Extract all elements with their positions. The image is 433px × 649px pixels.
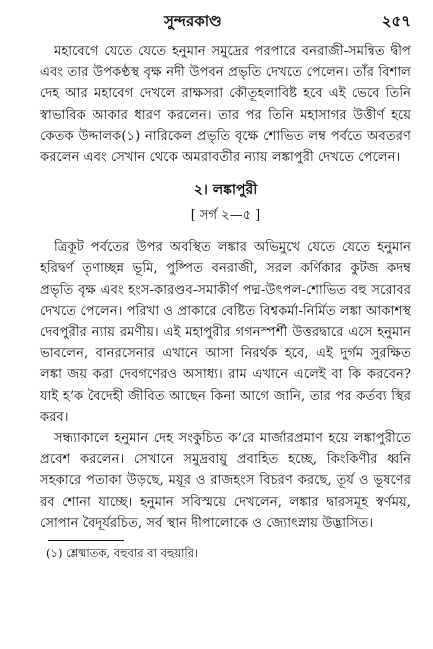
footnote-divider — [48, 540, 124, 541]
chapter-title: সুন্দরকাণ্ড — [164, 12, 222, 30]
paragraph-3: সন্ধ্যাকালে হনুমান দেহ সংকুচিত ক’রে মার্জারপ্রমাণ হয়ে লঙ্কাপুরীতে প্রবেশ করলেন। সেখানে সমুদ্রবায়ু প্রবাহিত হচ্ছে, কিংকিণীর ধ্বনি সহকারে পতাকা উড়ছে, ময়ূর ও রাজহংস বিচরণ করছে, তূর্য ও ভূষণের রব শোনা যাচ্ছে। হনুমান সবিস্ময়ে দেখলেন, লঙ্কার দ্বারসমূহ স্বর্ণময়, সোপান বৈদূর্যরচিত, সর্ব স্থান দীপালোকে ও জ্যোৎস্নায় উদ্ভাসিত। — [40, 431, 411, 531]
page-header — [40, 10, 411, 35]
paragraph-2: ত্রিকূট পর্বতের উপর অবস্থিত লঙ্কার অভিমুখে যেতে যেতে হনুমান হরিদ্বর্ণ তৃণাচ্ছন্ন ভূমি, পুষ্পিত বনরাজী, সরল কর্ণিকার কুটজ কদম্ব প্রভৃতি বৃক্ষ এবং হংস-কারণ্ডব-সমাকীর্ণ পদ্ম-উৎপল-শোভিত বহু সরোবর দেখতে পেলেন। পরিখা ও প্রাকারে বেষ্টিত বিশ্বকর্মা-নির্মিত লঙ্কা আকাশস্থ দেবপুরীর ন্যায় রমণীয়। এই মহাপুরীর গগনস্পর্শী উত্তরদ্বারে এসে হনুমান ভাবলেন, বানরসেনার এখানে আসা নিরর্থক হবে, এই দুর্গম সুরক্ষিত লঙ্কা জয় করা দেবগণেরও অসাধ্য। রাম এখানে এলেই বা কি করবেন? যাই হ’ক বৈদেহী জীবিত আছেন কিনা আগে জানি, তার পর কর্তব্য স্থির করব। — [40, 240, 411, 425]
paragraph-1: মহাবেগে যেতে যেতে হনুমান সমুদ্রের পরপারে বনরাজী-সমন্বিত দ্বীপ এবং তার উপকণ্ঠস্থ বৃক্ষ নদী উপবন প্রভৃতি দেখতে পেলেন। তাঁর বিশাল দেহ আর মহাবেগ দেখলে রাক্ষসরা কৌতূহলাবিষ্ট হবে এই ভেবে তিনি স্বাভাবিক আকার ধারণ করলেন। তার পর তিনি মহাসাগর উত্তীর্ণ হয়ে কেতক উদ্দালক(১) নারিকেল প্রভৃতি বৃক্ষে শোভিত লম্ব পর্বতে অবতরণ করলেন এবং সেখান থেকে অমরাবতীর ন্যায় লঙ্কাপুরী দেখতে পেলেন। — [40, 44, 411, 166]
section-heading: ২। লঙ্কাপুরী — [193, 182, 258, 199]
page-number: ২৫৭ — [381, 12, 411, 30]
sarga-reference: [ সর্গ ২—৫ ] — [190, 208, 261, 224]
footnote: (১) শ্লেষ্মাতক, বহুবার বা বহুয়ারি। — [46, 546, 199, 561]
